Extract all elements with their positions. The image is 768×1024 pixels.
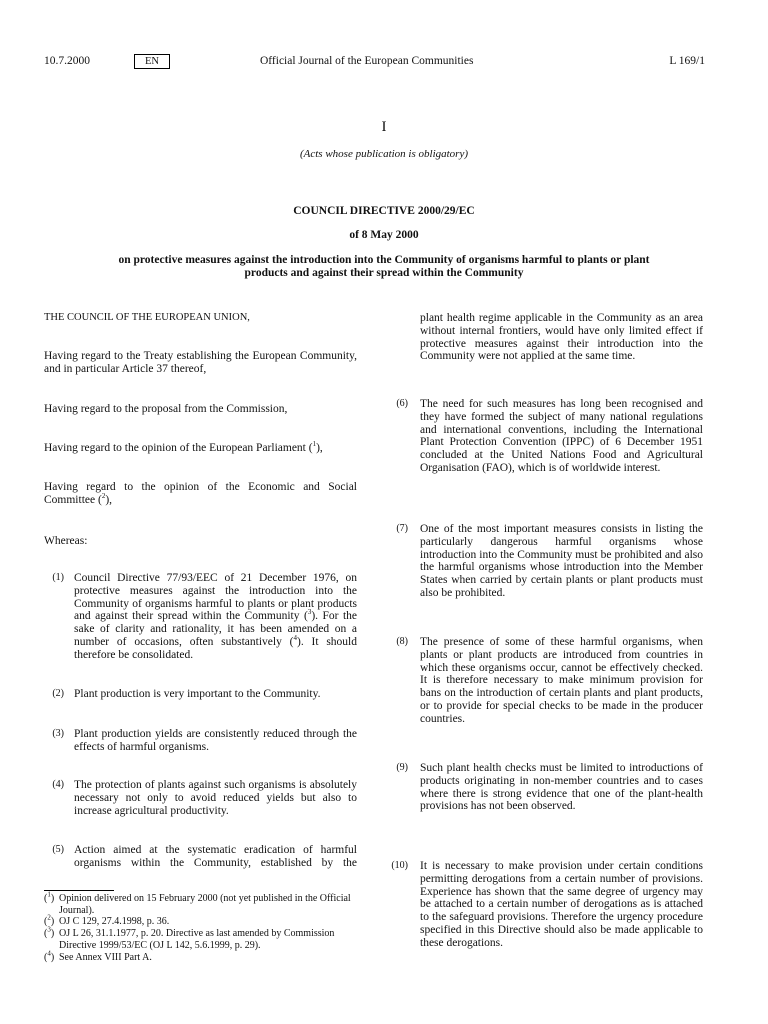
recital-number: (10) <box>391 860 408 871</box>
acts-note: (Acts whose publication is obligatory) <box>299 148 469 160</box>
recital-5-continued: plant health regime applicable in the Community as an area without internal frontiers, would have only limited effect if protective measures against their introduction into the Community were not applied at the same time. <box>420 312 703 363</box>
footnote: ($^3$) OJ L 26, 31.1.1977, p. 20. Directive as last amended by Commission Directive 1999/53/EC (OJ L 142, 5.6.1999, p. 29). <box>44 925 335 951</box>
recital-9: Such plant health checks must be limited to introductions of products originating in non-member countries and to cases where there is strong evidence that one of the plant-health provisions has not been observed. <box>420 762 703 813</box>
part-number: I <box>381 119 387 135</box>
journal-title: Official Journal of the European Communities <box>260 55 474 67</box>
directive-title: COUNCIL DIRECTIVE 2000/29/EC <box>293 205 475 217</box>
recital-4: The protection of plants against such organisms is absolutely necessary not only to avoid reduced yields but also to increase agricultural productivity. <box>74 779 357 817</box>
footnote-rule <box>44 890 114 891</box>
council-heading: THE COUNCIL OF THE EUROPEAN UNION, <box>44 312 250 323</box>
directive-date: of 8 May 2000 <box>349 229 419 241</box>
footnote: ($^1$) Opinion delivered on 15 February 2000 (not yet published in the Official Journal). <box>44 890 351 916</box>
recital-number: (1) <box>52 572 64 583</box>
recital-1: Council Directive 77/93/EEC of 21 December 1976, on protective measures against the introduction into the Community of organisms harmful to plants or plant products and against their spread within the Community ($^3$). For the sake of clarity and rationality, it has been amended on a number of occasions, often substantively ($^4$). It should therefore be consolidated. <box>74 572 357 661</box>
recital-number: (4) <box>52 779 64 790</box>
recital-number: (5) <box>52 844 64 855</box>
recital-number: (3) <box>52 728 64 739</box>
footnote: ($^4$) See Annex VIII Part A. <box>44 949 152 963</box>
recital-number: (6) <box>396 398 408 409</box>
recital-number: (2) <box>52 688 64 699</box>
footnote-ref: 2 <box>101 491 106 500</box>
recital-number: (9) <box>396 762 408 773</box>
footnote: ($^2$) OJ C 129, 27.4.1998, p. 36. <box>44 913 170 927</box>
recital-number: (8) <box>396 636 408 647</box>
page-reference: L 169/1 <box>669 55 705 67</box>
footnote-ref: 4 <box>293 634 297 643</box>
recital-2: Plant production is very important to the Community. <box>74 688 321 700</box>
regard-esc: Having regard to the opinion of the Economic and Social Committee ($^2$), <box>44 481 357 506</box>
recital-3: Plant production yields are consistently reduced through the effects of harmful organisms. <box>74 728 357 753</box>
footnote-ref: 3 <box>307 608 312 617</box>
regard-treaty: Having regard to the Treaty establishing the European Community, and in particular Article 37 thereof, <box>44 350 357 375</box>
directive-subject: on protective measures against the introduction into the Community of organisms harmful to plants or plant products and against their spread within the Community <box>118 254 650 279</box>
whereas: Whereas: <box>44 535 88 547</box>
footnote-ref: 1 <box>312 440 317 449</box>
recital-8: The presence of some of these harmful organisms, when plants or plant products are introduced from countries in which these organisms occur, cannot be effectively checked. It is therefore necessary to make minimum provision for bans on the introduction of certain plants and plant products, or to provide for special checks to be made in the producer countries. <box>420 636 703 725</box>
recital-5: Action aimed at the systematic eradication of harmful organisms within the Community, established by the <box>74 844 357 869</box>
language-badge: EN <box>134 54 170 69</box>
recital-7: One of the most important measures consists in listing the particularly dangerous harmful organisms whose introduction into the Community must be prohibited and also the harmful organisms whose introduction into the Member States when carried by certain plants or plant products must also be prohibited. <box>420 523 703 599</box>
regard-parliament: Having regard to the opinion of the European Parliament ($^1$), <box>44 440 323 454</box>
recital-10: It is necessary to make provision under certain conditions permitting derogations from a certain number of provisions. Experience has shown that the same degree of urgency may be attached to a certain number of derogations as is attached to the safeguard provisions. Therefore the urgency procedure specified in this Directive should also be made applicable to these derogations. <box>420 860 703 949</box>
recital-number: (7) <box>396 523 408 534</box>
recital-6: The need for such measures has long been recognised and they have formed the subject of many national regulations and international conventions, including the International Plant Protection Convention (IPPC) of 6 December 1951 concluded at the United Nations Food and Agricultural Organisation (FAO), which is of worldwide interest. <box>420 398 703 474</box>
header-date: 10.7.2000 <box>44 55 90 67</box>
regard-commission: Having regard to the proposal from the Commission, <box>44 403 288 415</box>
